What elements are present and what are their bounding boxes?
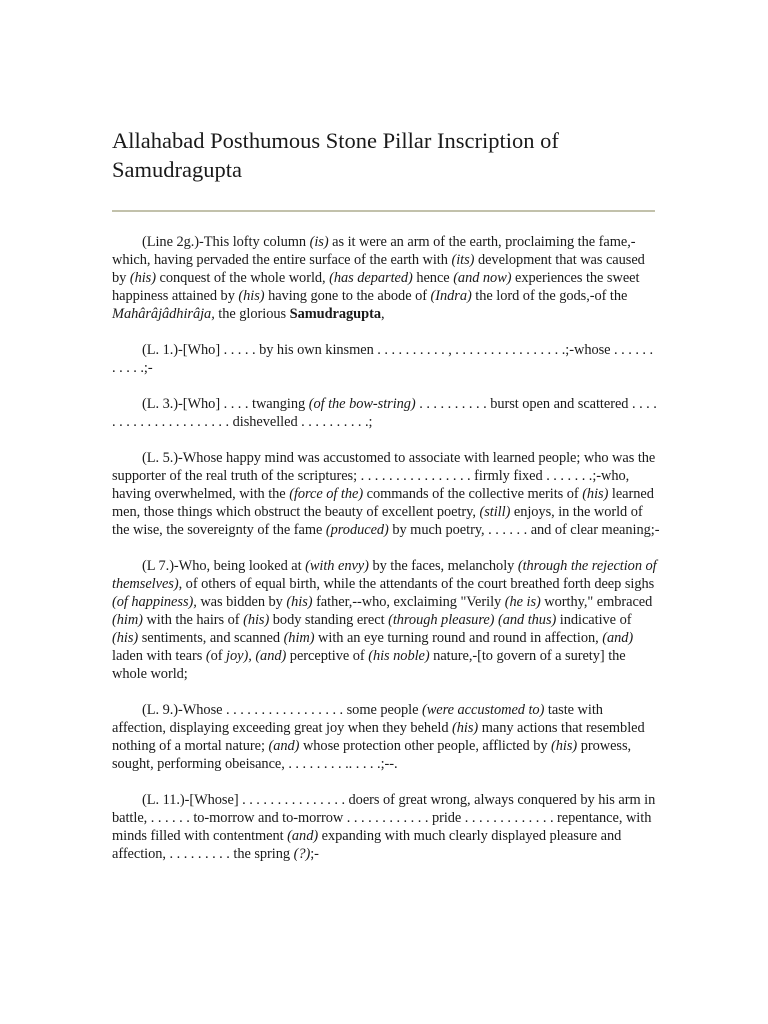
text-run: whose protection other people, afflicted by bbox=[299, 738, 552, 754]
text-run: . . . . . . . . . . burst open and scattered . . . . . . . . . . . . . . . . . . . . . dishevelled . . . . . . . . . .; bbox=[112, 396, 657, 430]
inscription-paragraph bbox=[112, 395, 660, 431]
text-run: worthy," embraced bbox=[540, 594, 653, 610]
text-run: nature,-[to govern of a surety] the whole world; bbox=[112, 648, 626, 682]
italic-text: (he is) bbox=[504, 594, 541, 610]
text-run: as it were an arm of the earth, proclaiming the fame,-which, having pervaded the entire surface of the earth with bbox=[112, 234, 636, 268]
text-run: taste with affection, displaying exceeding great joy when they beheld bbox=[112, 702, 603, 736]
text-run: the lord of the gods,-of the bbox=[471, 288, 628, 304]
document-page bbox=[112, 126, 660, 881]
italic-text: (his) bbox=[582, 486, 609, 502]
inscription-paragraph bbox=[112, 341, 660, 377]
italic-text: Mahârâjâdhirâja, bbox=[112, 306, 215, 322]
italic-text: (and) bbox=[268, 738, 300, 754]
italic-text: (his) bbox=[243, 612, 270, 628]
text-run: body standing erect bbox=[269, 612, 389, 628]
italic-text: (Indra) bbox=[430, 288, 472, 304]
italic-text: (still) bbox=[479, 504, 511, 520]
italic-text: (his) bbox=[286, 594, 313, 610]
text-run: (Line 2g.)-This lofty column bbox=[142, 234, 310, 250]
document-body bbox=[112, 233, 660, 863]
text-run: many actions that resembled nothing of a mortal nature; bbox=[112, 720, 645, 754]
text-run: prowess, sought, performing obeisance, . . . . . . . . .. . . . .;--. bbox=[112, 738, 632, 772]
title-divider bbox=[112, 210, 655, 212]
text-run: (L 7.)-Who, being looked at bbox=[142, 558, 306, 574]
italic-text: (and now) bbox=[453, 270, 512, 286]
text-run: (L. 9.)-Whose . . . . . . . . . . . . . . . . . some people bbox=[142, 702, 422, 718]
italic-text: (him) bbox=[283, 630, 315, 646]
inscription-paragraph bbox=[112, 449, 660, 539]
text-run: , of others of equal birth, while the attendants of the court breathed forth deep sighs bbox=[178, 576, 655, 592]
italic-text: joy), (and) bbox=[226, 648, 287, 664]
italic-text: (with envy) bbox=[305, 558, 369, 574]
inscription-paragraph bbox=[112, 701, 660, 773]
text-run: learned men, those things which obstruct the beauty of excellent poetry, bbox=[112, 486, 654, 520]
inscription-paragraph bbox=[112, 233, 660, 323]
text-run: by the faces, melancholy bbox=[368, 558, 518, 574]
text-run: (L. 5.)-Whose happy mind was accustomed to associate with learned people; who was the supporter of the real truth of the scriptures; . . . . . . . . . . . . . . . . firmly fixed . . . . . . .;-who, having overwhelmed, with the bbox=[112, 450, 656, 502]
text-run: laden with tears bbox=[112, 648, 206, 664]
italic-text: (force of the) bbox=[289, 486, 364, 502]
page-title: Allahabad Posthumous Stone Pillar Inscription of Samudragupta bbox=[112, 128, 559, 182]
text-run: was bidden by bbox=[196, 594, 287, 610]
text-run: commands of the collective merits of bbox=[363, 486, 583, 502]
text-run: with an eye turning round and round in affection, bbox=[314, 630, 603, 646]
italic-text: (of the bow-string) bbox=[308, 396, 416, 412]
text-run: of bbox=[210, 648, 227, 664]
text-run: (L. 1.)-[Who] . . . . . by his own kinsmen . . . . . . . . . . , . . . . . . . . . . . . . . . .;-whose . . . . . . . . . . .;- bbox=[112, 342, 654, 376]
text-run: father,--who, exclaiming "Verily bbox=[312, 594, 505, 610]
text-run: having gone to the abode of bbox=[264, 288, 431, 304]
italic-text: (and) bbox=[287, 828, 319, 844]
text-run: ;- bbox=[310, 846, 319, 862]
text-run: development that was caused by bbox=[112, 252, 645, 286]
inscription-paragraph bbox=[112, 557, 660, 683]
text-run: , bbox=[380, 306, 385, 322]
italic-text: (through the rejection of themselves) bbox=[112, 558, 657, 592]
text-run: sentiments, and scanned bbox=[138, 630, 284, 646]
text-run: (L. 3.)-[Who] . . . . twanging bbox=[142, 396, 309, 412]
italic-text: (his noble) bbox=[368, 648, 430, 664]
italic-text: (of happiness), bbox=[112, 594, 197, 610]
italic-text: (its) bbox=[451, 252, 475, 268]
text-run: enjoys, in the world of the wise, the sovereignty of the fame bbox=[112, 504, 643, 538]
italic-text: (produced) bbox=[325, 522, 389, 538]
italic-text: (his) bbox=[112, 630, 139, 646]
text-run: perceptive of bbox=[286, 648, 369, 664]
italic-text: (has departed) bbox=[329, 270, 413, 286]
text-run: expanding with much clearly displayed pleasure and affection, . . . . . . . . . the spring bbox=[112, 828, 622, 862]
text-run: the glorious bbox=[214, 306, 290, 322]
italic-text: (?) bbox=[293, 846, 311, 862]
italic-text: (his) bbox=[129, 270, 156, 286]
italic-text: (his) bbox=[551, 738, 578, 754]
bold-text: Samudragupta bbox=[289, 306, 381, 322]
text-run: by much poetry, . . . . . . and of clear meaning;- bbox=[388, 522, 660, 538]
italic-text: (and) bbox=[602, 630, 634, 646]
italic-text: (his) bbox=[452, 720, 479, 736]
italic-text: (through pleasure) (and thus) bbox=[388, 612, 557, 628]
text-run: (L. 11.)-[Whose] . . . . . . . . . . . . . . . doers of great wrong, always conquered by his arm in battle, . . . . . . to-morrow and to-morrow . . . . . . . . . . . . pride . . . . . . . . . . . . . repentance, with minds filled with contentment bbox=[112, 792, 656, 844]
italic-text: ( bbox=[205, 648, 211, 664]
italic-text: (is) bbox=[309, 234, 329, 250]
text-run: experiences the sweet happiness attained by bbox=[112, 270, 640, 304]
italic-text: (him) bbox=[112, 612, 143, 628]
italic-text: (were accustomed to) bbox=[421, 702, 545, 718]
text-run: with the hairs of bbox=[142, 612, 244, 628]
italic-text: (his) bbox=[238, 288, 265, 304]
text-run: conquest of the whole world, bbox=[155, 270, 330, 286]
text-run: hence bbox=[412, 270, 454, 286]
inscription-paragraph bbox=[112, 791, 660, 863]
text-run: indicative of bbox=[556, 612, 632, 628]
